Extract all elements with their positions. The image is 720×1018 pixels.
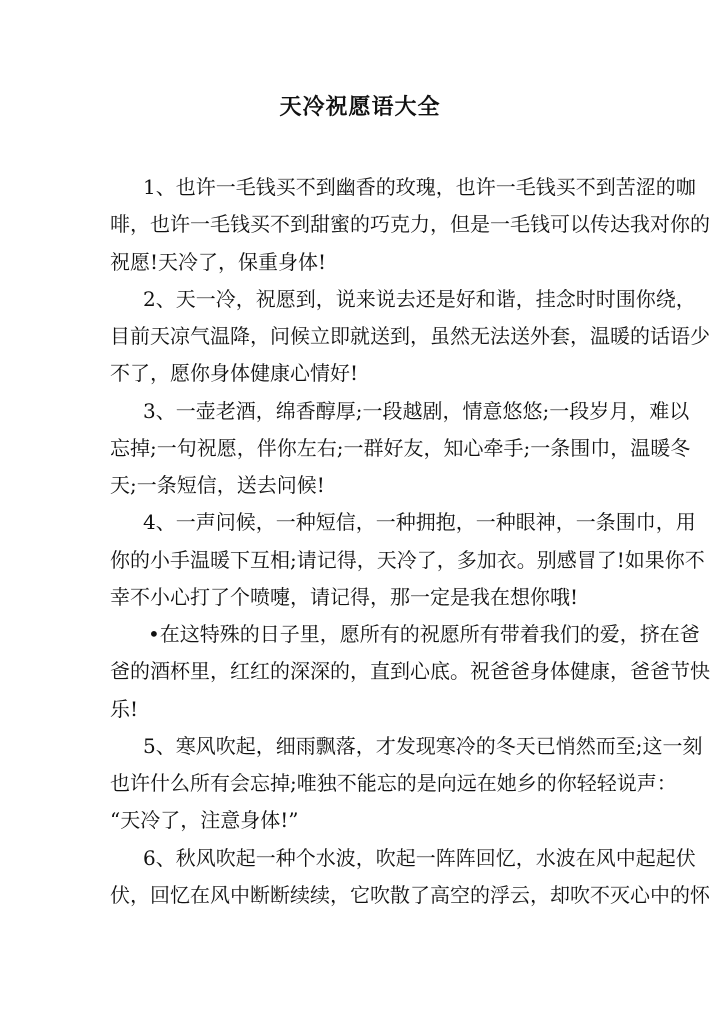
numbered-paragraph <box>110 393 691 505</box>
paragraph-line: 你的小手温暖下互相;请记得，天冷了，多加衣。别感冒了!如果你不 <box>110 547 705 572</box>
numbered-paragraph <box>110 169 710 281</box>
bullet-paragraph <box>110 616 710 728</box>
paragraph-line: “天冷了，注意身体!” <box>110 808 299 833</box>
paragraph-line: •在这特殊的日子里，愿所有的祝愿所有带着我们的爱，挤在爸 <box>148 622 700 646</box>
document-body <box>110 169 710 914</box>
paragraph-line: 啡，也许一毛钱买不到甜蜜的巧克力，但是一毛钱可以传达我对你的 <box>110 212 710 237</box>
paragraph-line: 乐! <box>110 696 139 721</box>
paragraph-line: 伏，回忆在风中断断续续，它吹散了高空的浮云，却吹不灭心中的怀 <box>110 882 710 907</box>
paragraph-line: 3、一壶老酒，绵香醇厚;一段越剧，情意悠悠;一段岁月，难以 <box>143 398 690 423</box>
paragraph-line: 爸的酒杯里，红红的深深的，直到心底。祝爸爸身体健康，爸爸节快 <box>110 659 710 684</box>
paragraph-line: 6、秋风吹起一种个水波，吹起一阵阵回忆，水波在风中起起伏 <box>143 845 696 870</box>
paragraph-line: 天;一条短信，送去问候! <box>110 473 325 497</box>
paragraph-line: 目前天凉气温降，问候立即就送到，虽然无法送外套，温暖的话语少 <box>110 324 710 348</box>
paragraph-line: 也许什么所有会忘掉;唯独不能忘的是向远在她乡的你轻轻说声： <box>110 771 677 795</box>
numbered-paragraph <box>110 728 703 840</box>
paragraph-line: 4、一声问候，一种短信，一种拥抱，一种眼神，一条围巾，用 <box>143 510 696 535</box>
document-title: 天冷祝愿语大全 <box>279 94 441 120</box>
paragraph-line: 2、天一冷，祝愿到，说来说去还是好和谐，挂念时时围你绕， <box>143 286 696 311</box>
paragraph-line: 5、寒风吹起，细雨飘落，才发现寒冷的冬天已悄然而至;这一刻 <box>143 733 703 758</box>
paragraph-line: 祝愿!天冷了，保重身体! <box>110 249 327 274</box>
paragraph-line: 幸不小心打了个喷嚏，请记得，那一定是我在想你哦! <box>110 584 579 609</box>
paragraph-line: 不了，愿你身体健康心情好! <box>110 361 359 386</box>
paragraph-line: 忘掉;一句祝愿，伴你左右;一群好友，知心牵手;一条围巾，温暖冬 <box>110 435 691 460</box>
numbered-paragraph <box>110 840 710 915</box>
numbered-paragraph <box>110 504 705 616</box>
paragraph-line: 1、也许一毛钱买不到幽香的玫瑰，也许一毛钱买不到苦涩的咖 <box>143 175 696 199</box>
numbered-paragraph <box>110 281 710 393</box>
